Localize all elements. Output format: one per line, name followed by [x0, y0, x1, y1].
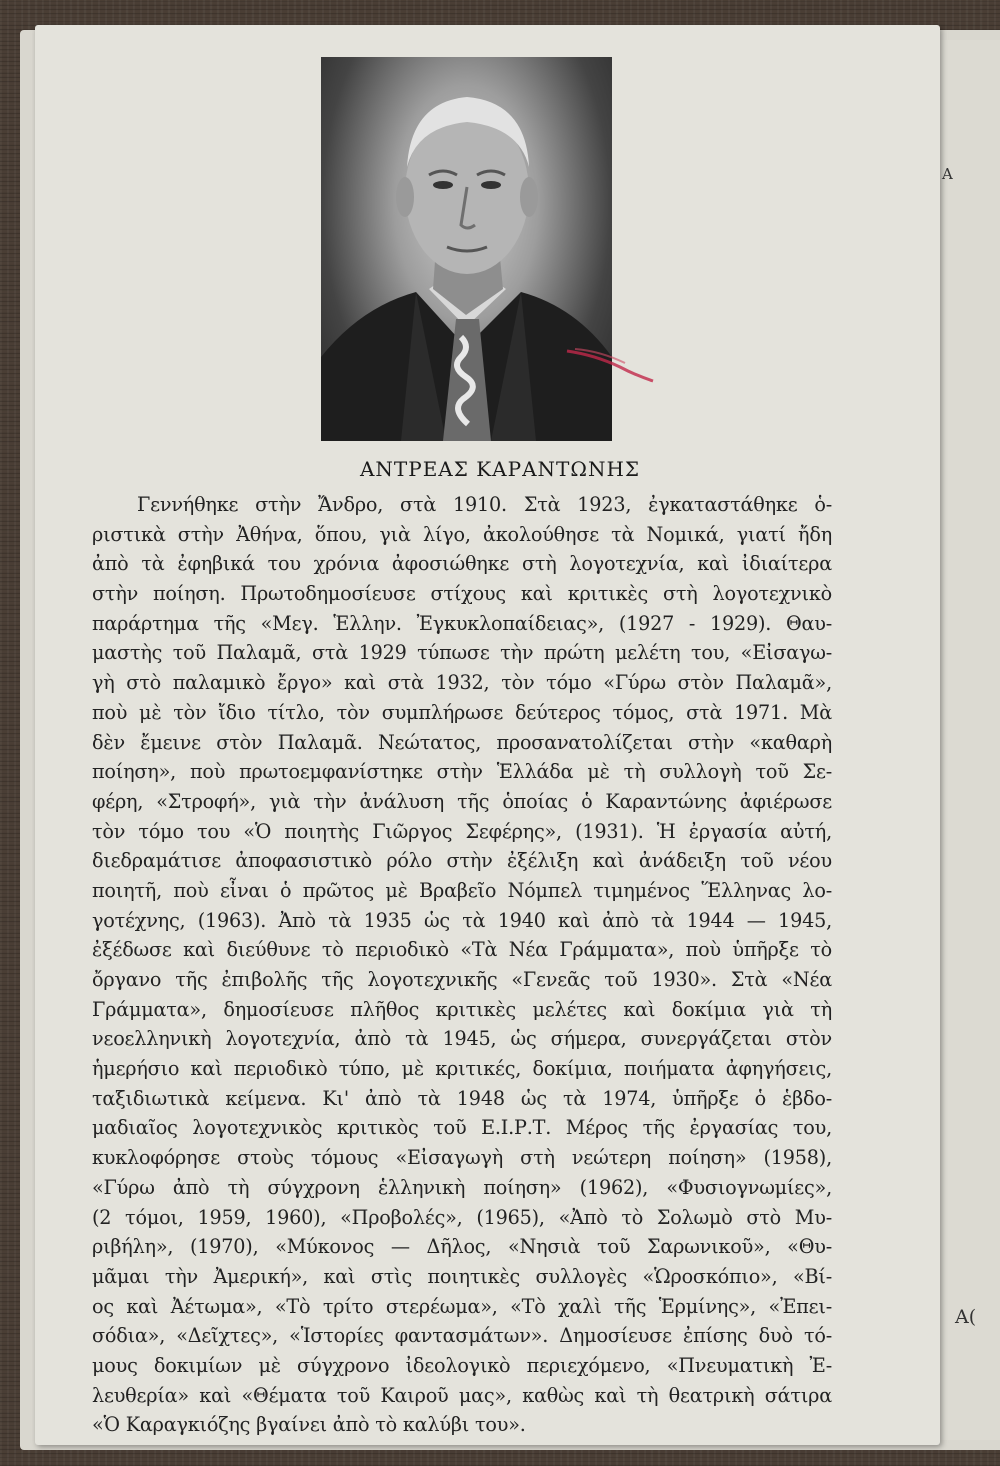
- bio-line: μους δοκιμίων μὲ σύγχρονο ἰδεολογικὸ περιεχόμενο, «Πνευματικὴ Ἐ-: [92, 1353, 832, 1377]
- bio-line: μαδιαῖος λογοτεχνικὸς κριτικὸς τοῦ Ε.Ι.Ρ.Τ. Μέρος τῆς ἐργασίας του,: [92, 1116, 832, 1140]
- bio-line: τὸν τόμο του «Ὁ ποιητὴς Γιῶργος Σεφέρης», (1931). Ἡ ἐργασία αὐτή,: [92, 819, 832, 843]
- bio-line: ταξιδιωτικὰ κείμενα. Κι' ἀπὸ τὰ 1948 ὡς τὰ 1974, ὑπῆρξε ὁ ἑβδο-: [92, 1086, 832, 1110]
- author-biography: [92, 490, 832, 1440]
- bio-line: ος καὶ Ἀέτωμα», «Τὸ τρίτο στερέωμα», «Τὸ χαλὶ τῆς Ἑρμίνης», «Ἐπει-: [92, 1294, 832, 1318]
- bio-line: μαστὴς τοῦ Παλαμᾶ, στὰ 1929 τύπωσε τὴν πρώτη μελέτη του, «Εἰσαγω-: [92, 641, 832, 665]
- bio-line: Γράμματα», δημοσίευσε πλῆθος κριτικὲς μελέτες καὶ δοκίμια γιὰ τὴ: [92, 997, 832, 1021]
- bio-line: παράρτημα τῆς «Μεγ. Ἑλλην. Ἐγκυκλοπαίδειας», (1927 - 1929). Θαυ-: [92, 611, 832, 635]
- bio-line: ἀπὸ τὰ ἐφηβικά του χρόνια ἀφοσιώθηκε στὴ λογοτεχνία, καὶ ἰδιαίτερα: [92, 552, 832, 576]
- bio-line: νεοελληνικὴ λογοτεχνία, ἀπὸ τὰ 1945, ὡς σήμερα, συνεργάζεται στὸν: [92, 1027, 832, 1051]
- bio-line: ὄργανο τῆς ἐπιβολῆς τῆς λογοτεχνικῆς «Γενεᾶς τοῦ 1930». Στὰ «Νέα: [92, 968, 832, 991]
- adjacent-book-edge: [930, 40, 1000, 1440]
- red-ink-mark: [565, 345, 655, 385]
- bio-line: στὴν ποίηση. Πρωτοδημοσίευσε στίχους καὶ κριτικὲς στὴ λογοτεχνικὸ: [92, 582, 832, 606]
- bio-line: ποίηση», ποὺ πρωτοεμφανίστηκε στὴν Ἑλλάδα μὲ τὴ συλλογὴ τοῦ Σε-: [92, 760, 832, 784]
- bio-line: γὴ στὸ παλαμικὸ ἔργο» καὶ στὰ 1932, τὸν τόμο «Γύρω στὸν Παλαμᾶ»,: [92, 671, 832, 695]
- edge-letter: A(: [955, 1306, 977, 1328]
- bio-line: σόδια», «Δεῖχτες», «Ἱστορίες φαντασμάτων». Δημοσίευσε ἐπίσης δυὸ τό-: [92, 1324, 832, 1348]
- bio-line: ριβήλη», (1970), «Μύκονος — Δῆλος, «Νησιὰ τοῦ Σαρωνικοῦ», «Θυ-: [92, 1235, 832, 1259]
- bio-line: διεδραμάτισε ἀποφασιστικὸ ρόλο στὴν ἐξέλιξη καὶ ἀνάδειξη τοῦ νέου: [92, 849, 832, 873]
- bio-line: «Ὁ Καραγκιόζης βγαίνει ἀπὸ τὸ καλύβι του».: [92, 1413, 526, 1437]
- bio-line: «Γύρω ἀπὸ τὴ σύγχρονη ἑλληνικὴ ποίηση» (1962), «Φυσιογνωμίες»,: [92, 1175, 832, 1199]
- bio-line: φέρη, «Στροφή», γιὰ τὴν ἀνάλυση τῆς ὁποίας ὁ Καραντώνης ἀφιέρωσε: [92, 789, 832, 813]
- bio-line: κυκλοφόρησε στοὺς τόμους «Εἰσαγωγὴ στὴ νεώτερη ποίηση» (1958),: [92, 1146, 832, 1170]
- edge-letter: A: [942, 165, 953, 183]
- bio-line: (2 τόμοι, 1959, 1960), «Προβολές», (1965), «Ἀπὸ τὸ Σολωμὸ στὸ Μυ-: [92, 1205, 832, 1229]
- bio-line: λευθερία» καὶ «Θέματα τοῦ Καιροῦ μας», καθὼς καὶ τὴ θεατρικὴ σάτιρα: [92, 1383, 832, 1407]
- bio-line: ποιητῆ, ποὺ εἶναι ὁ πρῶτος μὲ Βραβεῖο Νόμπελ τιμημένος Ἕλληνας λο-: [92, 878, 832, 902]
- bio-line: Γεννήθηκε στὴν Ἄνδρο, στὰ 1910. Στὰ 1923, ἐγκαταστάθηκε ὁ-: [137, 493, 832, 516]
- bio-line: γοτέχνης, (1963). Ἀπὸ τὰ 1935 ὡς τὰ 1940 καὶ ἀπὸ τὰ 1944 — 1945,: [92, 908, 832, 932]
- bio-line: ἐξέδωσε καὶ διεύθυνε τὸ περιοδικὸ «Τὰ Νέα Γράμματα», ποὺ ὑπῆρξε τὸ: [92, 938, 832, 962]
- bio-line: ριστικὰ στὴν Ἀθήνα, ὅπου, γιὰ λίγο, ἀκολούθησε τὰ Νομικά, γιατί ἤδη: [92, 522, 832, 546]
- author-name-heading: ΑΝΤΡΕΑΣ ΚΑΡΑΝΤΩΝΗΣ: [359, 457, 641, 481]
- bio-line: ποὺ μὲ τὸν ἴδιο τίτλο, τὸν συμπλήρωσε δεύτερος τόμος, στὰ 1971. Μὰ: [92, 700, 832, 724]
- bio-line: ἡμερήσιο καὶ περιοδικὸ τύπο, μὲ κριτικές, δοκίμια, ποιήματα ἀφηγήσεις,: [92, 1057, 832, 1081]
- bio-line: μᾶμαι τὴν Ἀμερική», καὶ στὶς ποιητικὲς συλλογὲς «Ὡροσκόπιο», «Βί-: [92, 1264, 832, 1288]
- bio-line: δὲν ἔμεινε στὸν Παλαμᾶ. Νεώτατος, προσανατολίζεται στὴν «καθαρὴ: [92, 730, 832, 754]
